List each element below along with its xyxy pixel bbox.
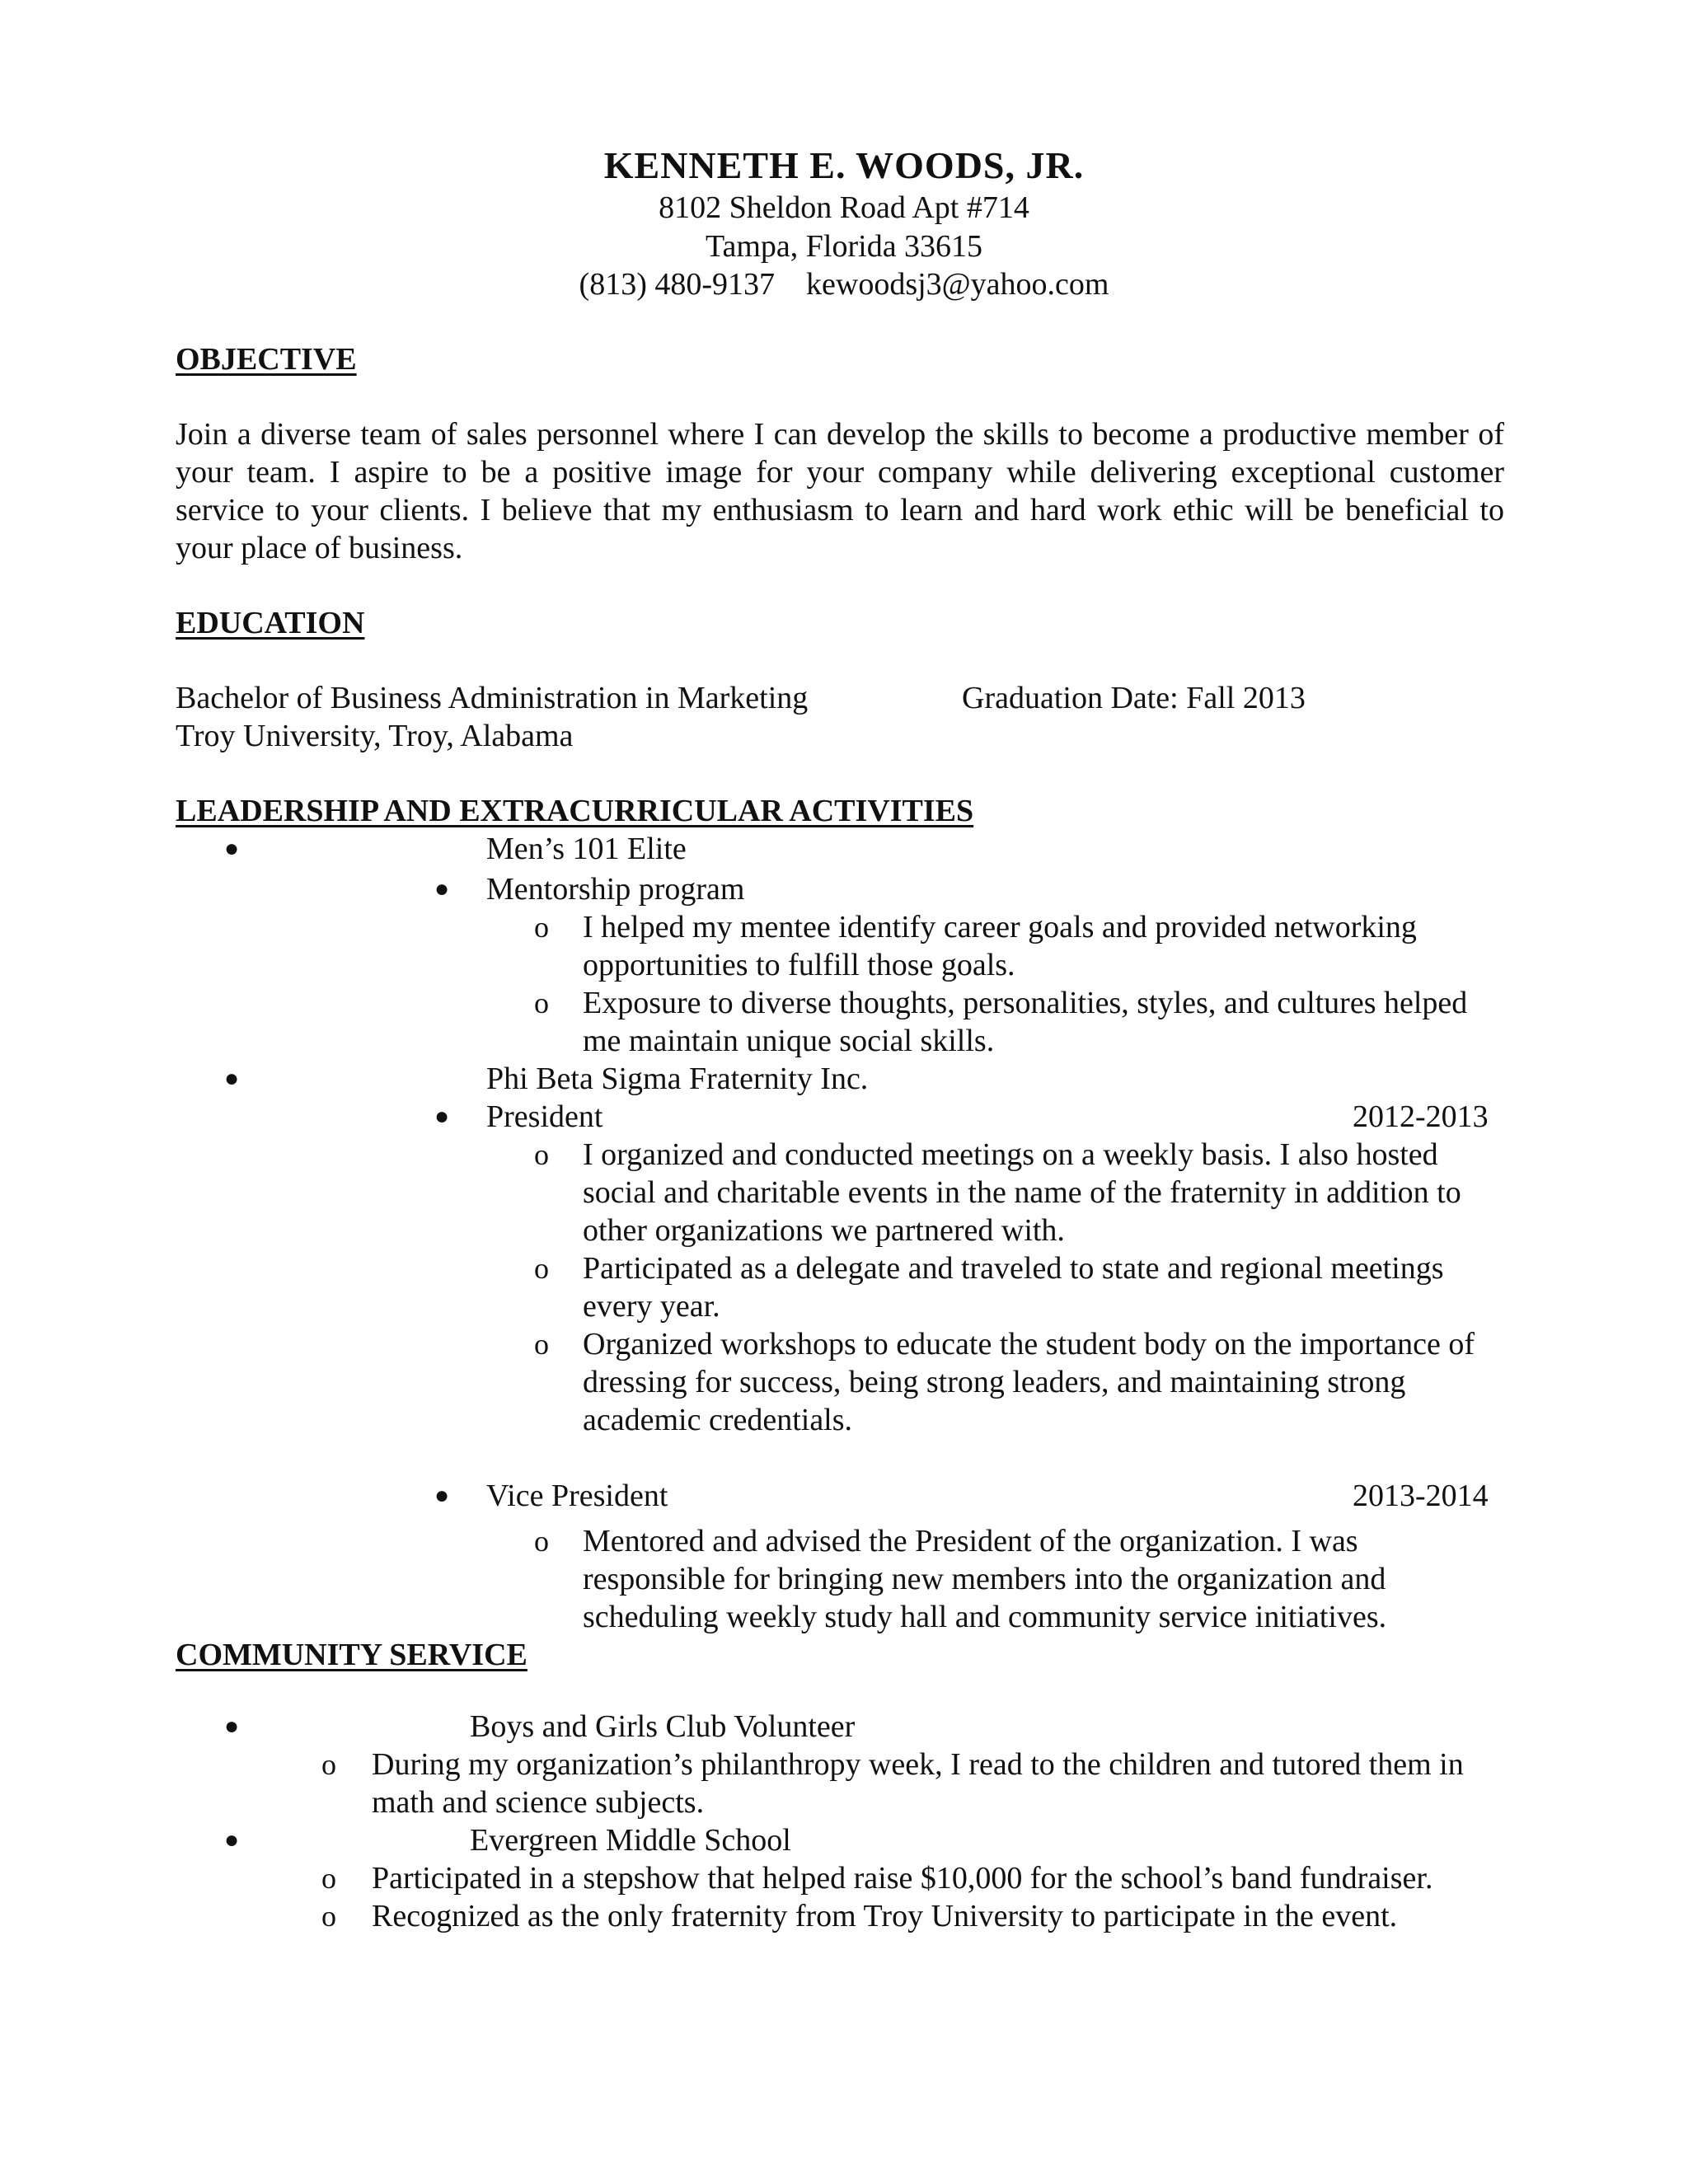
- community-heading: COMMUNITY SERVICE: [176, 1638, 528, 1672]
- role-president-dates: 2012-2013: [1353, 1099, 1489, 1134]
- list-item: I organized and conducted meetings on a weekly basis. I also hosted: [583, 1137, 1438, 1172]
- list-item: Organized workshops to educate the student body on the importance of: [583, 1327, 1475, 1361]
- list-item: During my organization’s philanthropy week, I read to the children and tutored them in: [372, 1747, 1464, 1782]
- candidate-name: KENNETH E. WOODS, JR.: [603, 144, 1085, 186]
- bullet-icon: ●: [224, 1826, 240, 1854]
- sub-bullet-icon: o: [534, 1525, 549, 1558]
- sub-bullet-icon: o: [534, 1138, 549, 1171]
- education-heading: EDUCATION: [176, 606, 365, 640]
- objective-heading: OBJECTIVE: [176, 342, 357, 377]
- list-item: Exposure to diverse thoughts, personalities, styles, and cultures helped: [583, 986, 1468, 1020]
- bullet-icon: ●: [434, 875, 450, 902]
- address-line-1: 8102 Sheldon Road Apt #714: [659, 190, 1029, 225]
- list-item: math and science subjects.: [372, 1785, 705, 1820]
- list-item: opportunities to fulfill those goals.: [583, 948, 1015, 982]
- contact-line: (813) 480-9137 kewoodsj3@yahoo.com: [579, 267, 1109, 302]
- leadership-heading: LEADERSHIP AND EXTRACURRICULAR ACTIVITIES: [176, 794, 974, 828]
- list-item: every year.: [583, 1289, 720, 1324]
- mentorship-program: Mentorship program: [486, 872, 745, 907]
- address-line-2: Tampa, Florida 33615: [705, 229, 983, 264]
- graduation-date: Graduation Date: Fall 2013: [962, 681, 1306, 715]
- org-evergreen-middle-school: Evergreen Middle School: [470, 1823, 791, 1858]
- list-item: Participated in a stepshow that helped raise $10,000 for the school’s band fundraiser.: [372, 1861, 1433, 1896]
- list-item: Mentored and advised the President of the organization. I was: [583, 1524, 1358, 1558]
- list-item: social and charitable events in the name of the fraternity in addition to: [583, 1175, 1461, 1210]
- degree: Bachelor of Business Administration in Marketing: [176, 681, 809, 715]
- objective-text: Join a diverse team of sales personnel where I can develop the skills to become a productive member of your team. I aspire to be a positive image for your company while delivering exceptional customer service to your clients. I believe that my enthusiasm to learn and hard work ethic will be beneficial to your place of business.: [176, 417, 1504, 565]
- list-item: Participated as a delegate and traveled to state and regional meetings: [583, 1251, 1444, 1286]
- sub-bullet-icon: o: [534, 1328, 549, 1361]
- role-vice-president: Vice President: [486, 1479, 668, 1513]
- list-item: Recognized as the only fraternity from Troy University to participate in the event.: [372, 1899, 1398, 1933]
- org-mens-101-elite: Men’s 101 Elite: [486, 832, 687, 866]
- sub-bullet-icon: o: [321, 1862, 336, 1895]
- role-president: President: [486, 1099, 603, 1134]
- org-boys-and-girls-club: Boys and Girls Club Volunteer: [470, 1709, 856, 1744]
- bullet-icon: ●: [434, 1482, 450, 1509]
- sub-bullet-icon: o: [534, 1252, 549, 1285]
- list-item: scheduling weekly study hall and community service initiatives.: [583, 1600, 1387, 1634]
- list-item: dressing for success, being strong leaders, and maintaining strong: [583, 1365, 1406, 1399]
- sub-bullet-icon: o: [534, 911, 549, 944]
- role-vice-president-dates: 2013-2014: [1353, 1479, 1489, 1513]
- sub-bullet-icon: o: [321, 1748, 336, 1781]
- school: Troy University, Troy, Alabama: [176, 719, 574, 753]
- list-item: academic credentials.: [583, 1403, 853, 1437]
- list-item: other organizations we partnered with.: [583, 1213, 1065, 1248]
- sub-bullet-icon: o: [321, 1900, 336, 1933]
- bullet-icon: ●: [224, 1713, 240, 1740]
- org-phi-beta-sigma: Phi Beta Sigma Fraternity Inc.: [486, 1062, 869, 1096]
- bullet-icon: ●: [434, 1103, 450, 1130]
- list-item: I helped my mentee identify career goals and provided networking: [583, 910, 1417, 944]
- bullet-icon: ●: [224, 1065, 240, 1092]
- sub-bullet-icon: o: [534, 987, 549, 1019]
- list-item: responsible for bringing new members into the organization and: [583, 1562, 1386, 1596]
- list-item: me maintain unique social skills.: [583, 1024, 995, 1058]
- bullet-icon: ●: [224, 835, 240, 862]
